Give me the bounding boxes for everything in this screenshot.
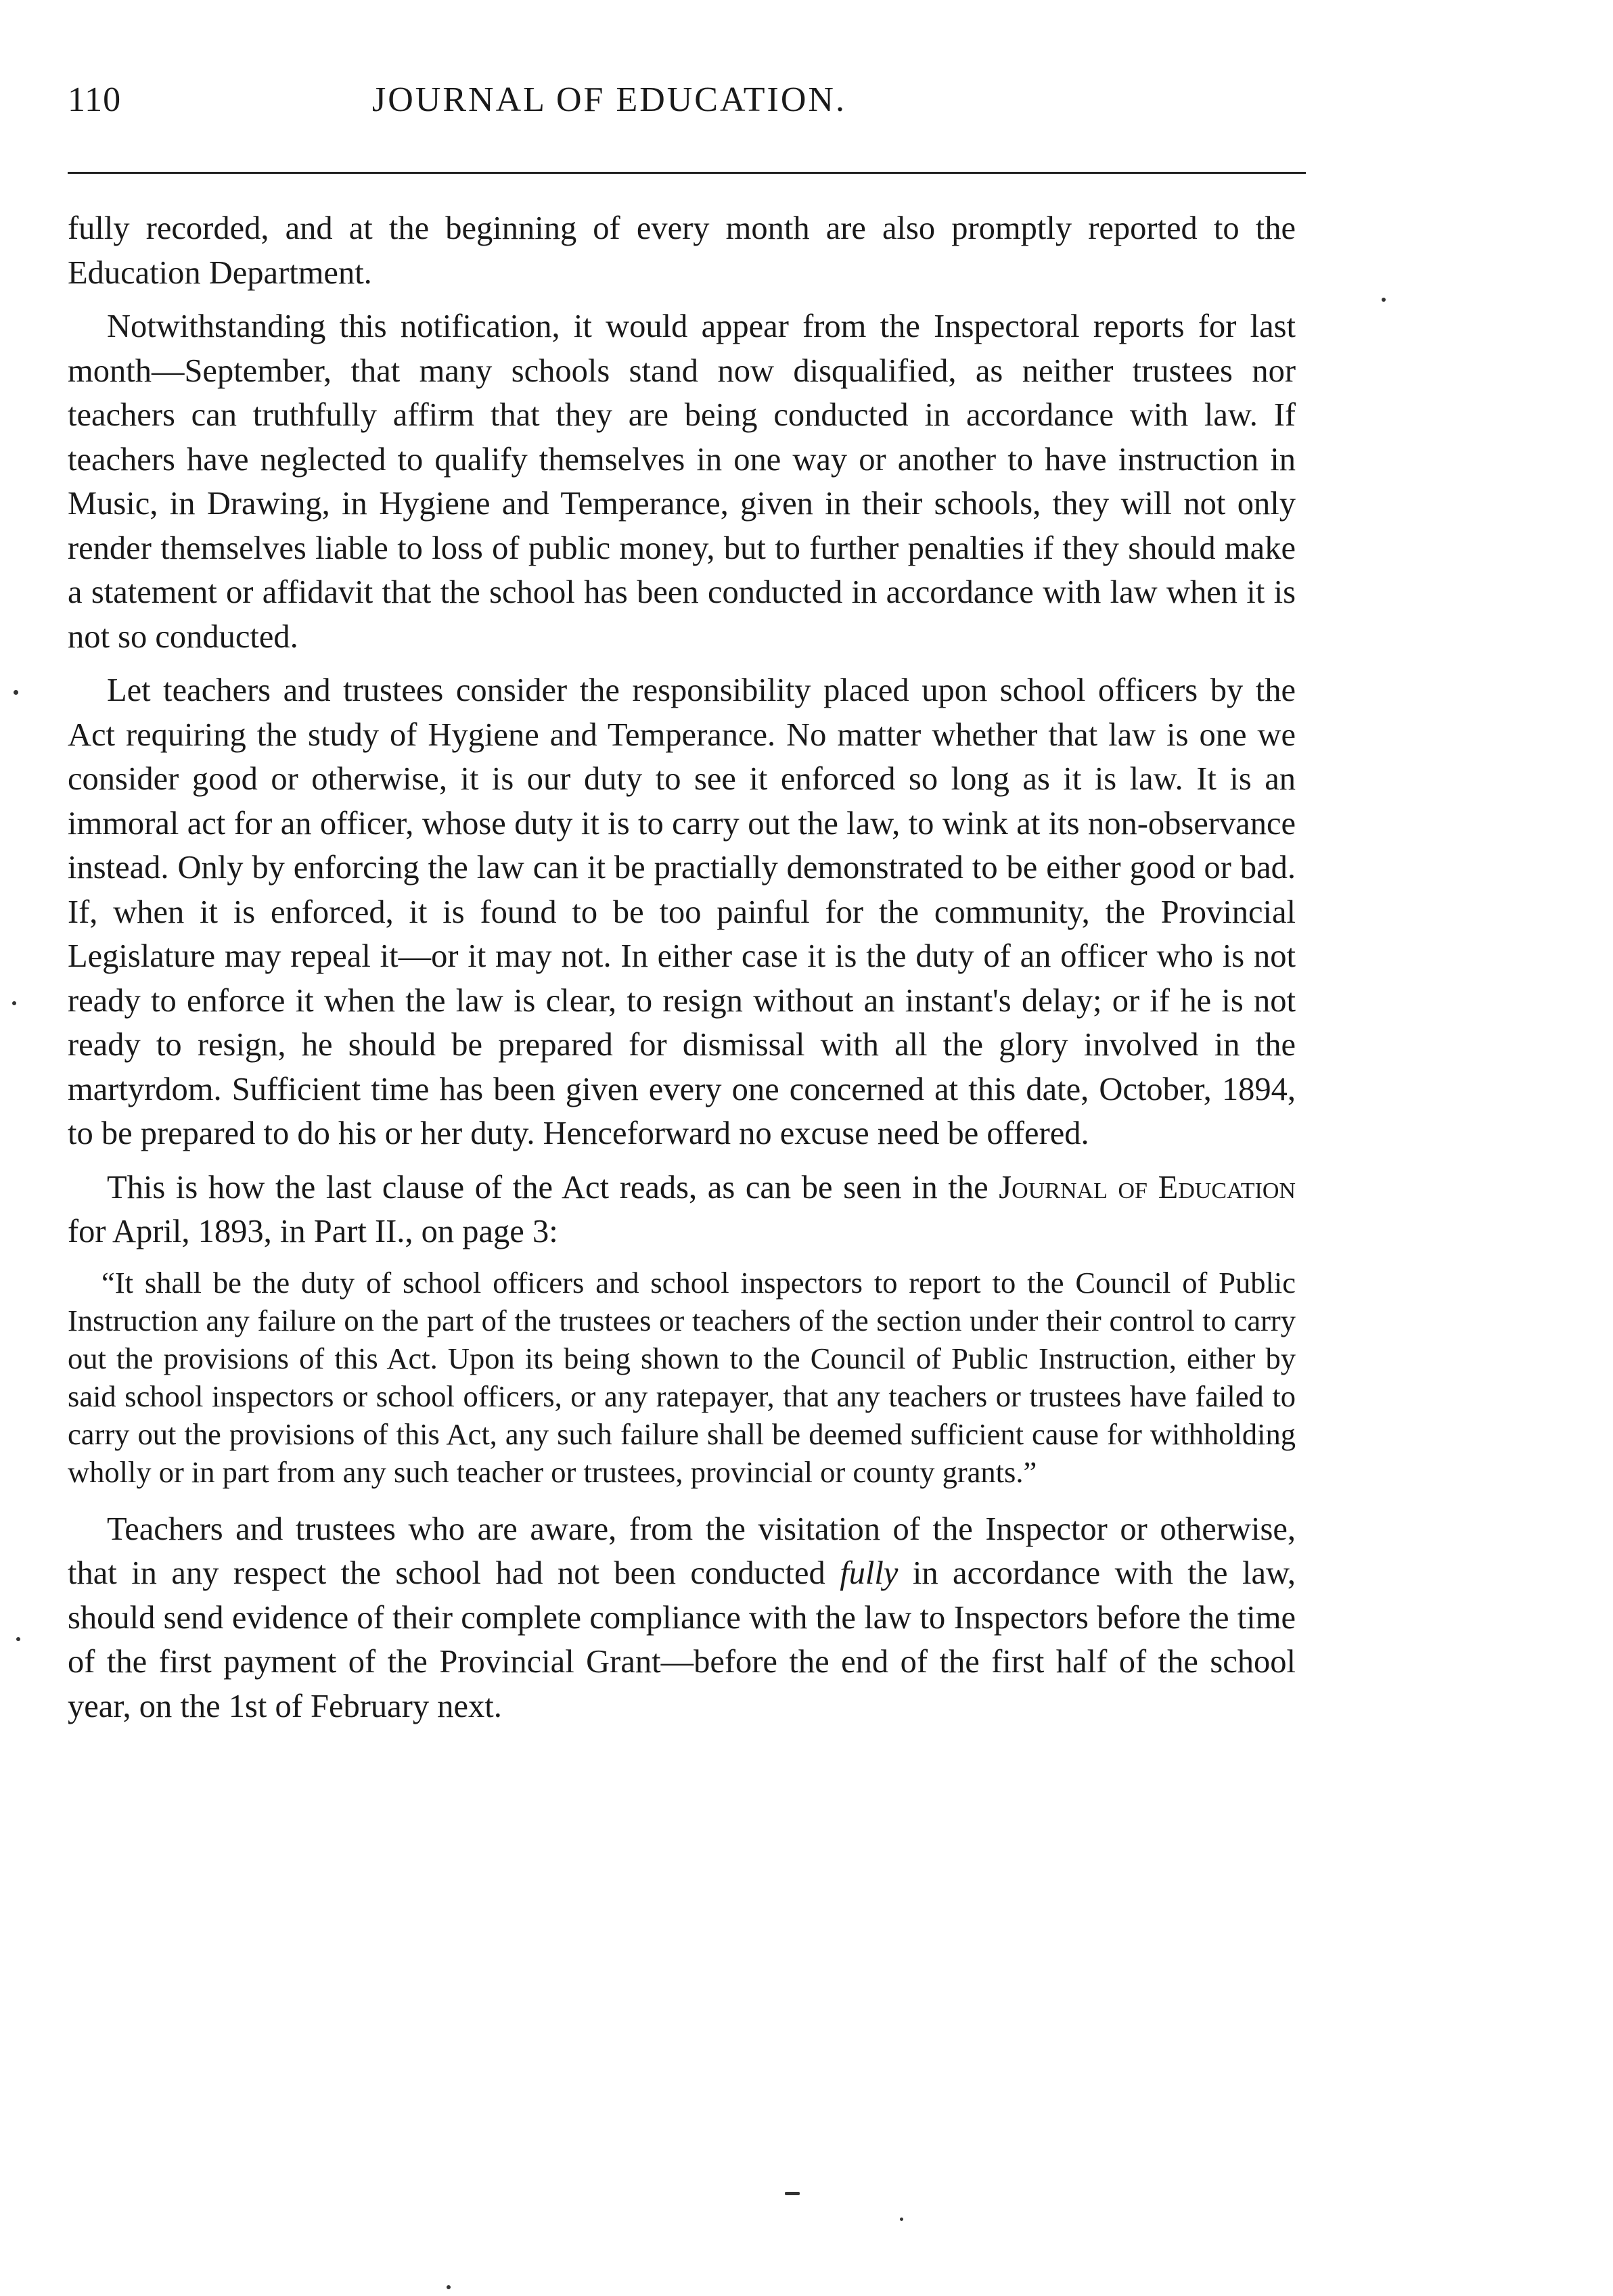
page-number: 110 — [68, 81, 122, 119]
ink-speck — [900, 2218, 903, 2221]
paragraph-4 — [68, 1166, 1296, 1254]
ink-speck — [785, 2192, 800, 2195]
paragraph-4-lead: This is how the last clause of the Act reads, as can be seen in the — [107, 1169, 999, 1206]
header-rule — [68, 172, 1306, 174]
journal-title-reference: Journal of Education — [999, 1169, 1296, 1206]
quoted-act-clause: “It shall be the duty of school officers and school inspectors to report to the Council of Public Instruction any failure on the part of the trustees or teachers of the section under their control to carry out the provisions of this Act. Upon its being shown to the Council of Public Instruction, either by said school inspectors or school officers, or any ratepayer, that any teachers or trustees have failed to carry out the provisions of this Act, any such failure shall be deemed sufficient cause for withholding wholly or in part from any such teacher or trustees, provincial or county grants.” — [68, 1265, 1296, 1489]
article-body — [68, 206, 1296, 1738]
paragraph-5-tail: in accordance with the law, should send evidence of their complete compliance with the law to Inspectors before the time of the first payment of the Provincial Grant—before the end of the first half of the school year, on the 1st of February next. — [68, 1555, 1296, 1724]
page-header — [68, 80, 1306, 134]
ink-speck — [16, 1637, 20, 1641]
ink-speck — [1382, 298, 1386, 302]
running-head: JOURNAL OF EDUCATION. — [372, 81, 846, 119]
paragraph-5 — [68, 1507, 1296, 1729]
paragraph-1: fully recorded, and at the beginning of every month are also promptly reported to the Education Department. — [68, 210, 1296, 291]
ink-speck — [14, 690, 18, 695]
ink-speck — [447, 2285, 451, 2289]
paragraph-4-tail: for April, 1893, in Part II., on page 3: — [68, 1214, 558, 1249]
paragraph-2: Notwithstanding this notification, it would appear from the Inspectoral reports for last month—September, that many schools stand now disqualified, as neither trustees nor teachers can truthfully affirm that they are being conducted in accordance with law. If teachers have neglected to qualify themselves in one way or another to have instruction in Music, in Drawing, in Hygiene and Temperance, given in their schools, they will not only render themselves liable to loss of public money, but to further penalties if they should make a statement or affidavit that the school has been conducted in accordance with law when it is not so conducted. — [68, 308, 1296, 655]
paragraph-3: Let teachers and trustees consider the responsibility placed upon school officers by the Act requiring the study of Hygiene and Temperance. No matter whether that law is one we consider good or otherwise, it is our duty to see it enforced so long as it is law. It is an immoral act for an officer, whose duty it is to carry out the law, to wink at its non-observance instead. Only by enforcing the law can it be practially demonstrated to be either good or bad. If, when it is enforced, it is found to be too painful for the community, the Provincial Legislature may repeal it—or it may not. In either case it is the duty of an officer who is not ready to enforce it when the law is clear, to resign without an instant's delay; or if he is not ready to resign, he should be prepared for dismissal with all the glory involved in the martyrdom. Sufficient time has been given every one concerned at this date, October, 1894, to be prepared to do his or her duty. Henceforward no excuse need be offered. — [68, 672, 1296, 1151]
ink-speck — [12, 1001, 16, 1005]
emphasis-fully: fully — [840, 1555, 899, 1591]
paragraph-5-lead: Teachers and trustees who are aware, from the visitation of the Inspector or otherwise, that in any respect the school had not been conducted — [68, 1511, 1296, 1591]
